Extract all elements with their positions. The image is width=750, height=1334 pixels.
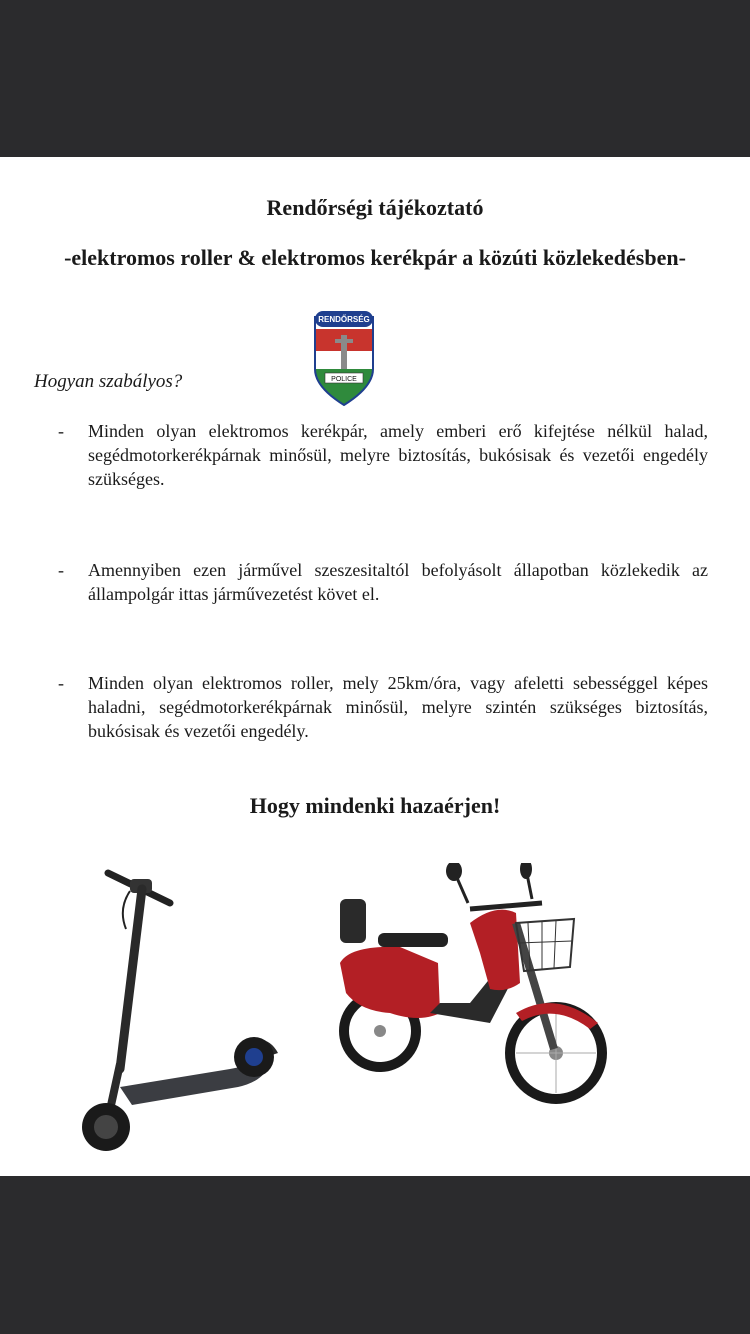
section-question: Hogyan szabályos? [34,371,183,392]
document-subtitle: -elektromos roller & elektromos kerékpár a közúti közlekedésben- [64,245,686,270]
document-title: Rendőrségi tájékoztató [266,195,484,220]
bullet-dash: - [58,421,64,441]
rule-text: Minden olyan elektromos roller, mely 25km/óra, vagy afeletti sebességgel képes haladni, segédmotorkerékpárnak minősül, melyre szintén szükséges biztosítás, bukósisak és vezetői engedély. [88,673,708,741]
badge-police-text: POLICE [331,376,357,383]
notice-document [0,157,750,1176]
electric-bicycle-icon [320,863,620,1123]
rule-item [58,671,708,743]
rule-item [58,419,708,491]
bullet-dash: - [58,560,64,580]
badge-banner-text: RENDŐRSÉG [318,315,370,324]
closing-slogan: Hogy mindenki hazaérjen! [249,793,501,818]
top-dark-bar [0,0,750,157]
electric-scooter-icon [70,859,290,1159]
bullet-dash: - [58,673,64,693]
rule-item [58,558,708,606]
bottom-dark-bar [0,1176,750,1334]
rule-text: Amennyiben ezen járművel szeszesitaltól befolyásolt állapotban közlekedik az állampolgár ittas járművezetést követ el. [88,560,708,604]
police-badge-icon [311,309,377,407]
rule-text: Minden olyan elektromos kerékpár, amely emberi erő kifejtése nélkül halad, segédmotorkerékpárnak minősül, melyre biztosítás, bukósisak és vezetői engedély szükséges. [88,421,708,489]
